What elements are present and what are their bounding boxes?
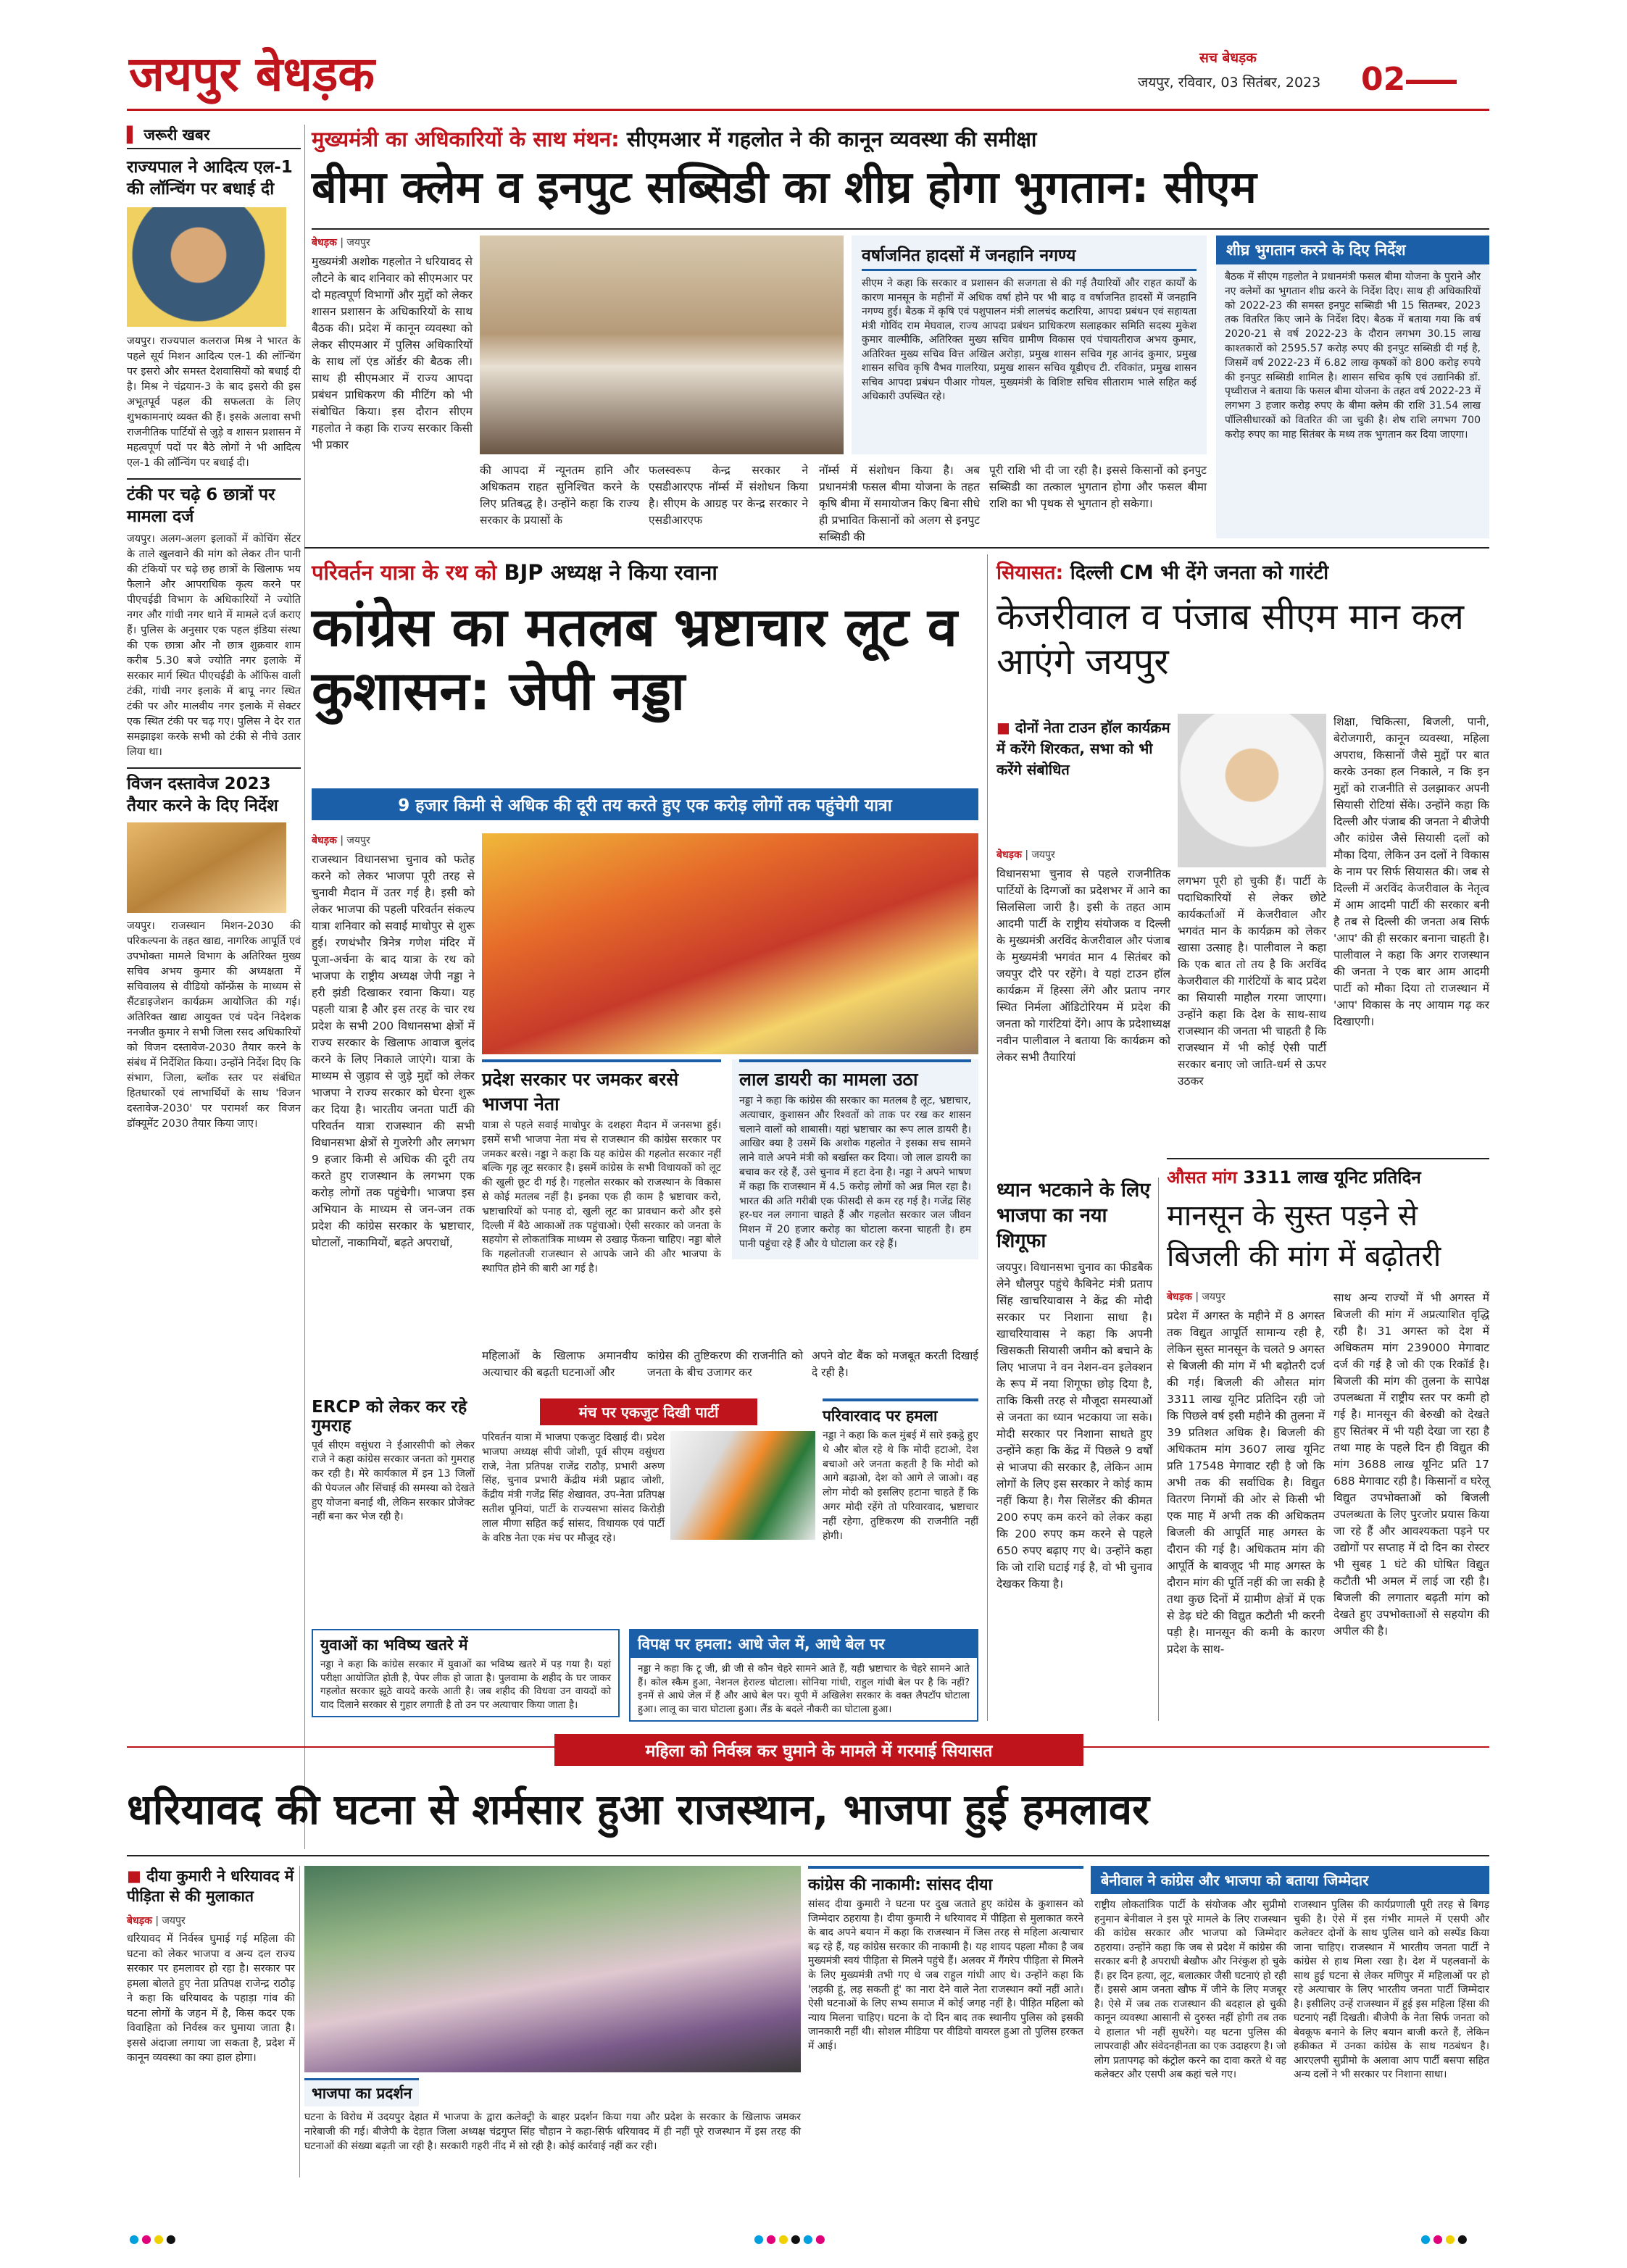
- ercp-title: ERCP को लेकर कर रहे गुमराह: [312, 1398, 467, 1435]
- beniwal-box: [1091, 1866, 1489, 1894]
- banner: महिला को निर्वस्त्र कर घुमाने के मामले में गरमाई सियासत: [554, 1734, 1083, 1766]
- bjp-leaders-title: प्रदेश सरकार पर जमकर बरसे भाजपा नेता: [482, 1059, 721, 1119]
- opposition-box: [629, 1629, 978, 1722]
- bjp-protest-title: भाजपा का प्रदर्शन: [304, 2078, 419, 2106]
- sidebar-story-3-text: जयपुर। राजस्थान मिशन-2030 की परिकल्पना के तहत खाद्य, नागरिक आपूर्ति एवं उपभोक्ता मामले विभाग के अतिरिक्त मुख्य सचिव अभय कुमार की अध्यक्षता में सचिवालय से वीडियो कॉन्फ्रेंस के माध्यम से सैंटडाइजेशन कार्यक्रम आयोजित की गई। अतिरिक्त खाद्य आयुक्त एवं पदेन निदेशक ननजीत कुमार ने सभी जिला रसद अधिकारियों को विजन दस्तावेज-2030 तैयार करने के संबंध में निर्देशित किया। उन्होंने निर्देश दिए कि संभाग, जिला, ब्लॉक स्तर पर संबंधित हितधारकों एवं लाभार्थियों के साथ 'विजन दस्तावेज-2030' पर परामर्श कर विजन डॉक्यूमेंट 2030 तैयार किया जाए।: [127, 920, 301, 1130]
- opposition-title: विपक्ष पर हमला: आधे जेल में, आधे बेल पर: [631, 1630, 977, 1658]
- kejriwal-sub: ■ दोनों नेता टाउन हॉल कार्यक्रम में करेंगे शिरकत, सभा को भी करेंगे संबोधित: [996, 719, 1170, 778]
- youth-box: [312, 1629, 620, 1717]
- beniwal-col-a: राष्ट्रीय लोकतांत्रिक पार्टी के संयोजक और सुप्रीमो हनुमान बेनीवाल ने इस पूरे मामले के लिए राजस्थान की कांग्रेस सरकार और भाजपा को जिम्मेदार ठहराया। उन्होंने कहा कि जब से प्रदेश में कांग्रेस की सरकार बनी है अपराधी बेखौफ और निरंकुश हो चुके हैं। हर दिन हत्या, लूट, बलात्कार जैसी घटनाएं हो रही हैं। इससे आम जनता खौफ में जीने के लिए मजबूर है। ऐसे में जब तक राजस्थान की बदहाल हो चुकी कानून व्यवस्था आसानी से दुरुस्त नहीं होगी तब तक ये हालात भी नहीं सुधरेंगे। यह घटना पुलिस की लापरवाही और संवेदनहीनता का एक उदाहरण है। जो लोग प्रतापगढ़ को कंट्रोल करने का दावा करते थे वह कलेक्टर और एसपी अब कहां चले गए।: [1094, 1899, 1286, 2080]
- lead-body-col1: बेधड़क | जयपुर मुख्यमंत्री अशोक गहलोत ने धरियावद से लौटने के बाद शनिवार को सीएमआर पर दो महत्वपूर्ण विभागों और मुद्दों को लेकर शासन प्रशासन के अधिकारियों के साथ बैठक की। प्रदेश में कानून व्यवस्था को लेकर सीएमआर में पुलिस अधिकारियों के साथ लॉ एंड ऑर्डर की बैठक ली। साथ ही सीएमआर में राज्य आपदा प्रबंधन प्राधिकरण की मीटिंग को भी संबोधित किया। इस दौरान सीएम गहलोत ने कहा कि राज्य सरकार किसी भी प्रकार: [312, 237, 473, 451]
- nadda-rally-photo: [482, 833, 978, 1054]
- bijli-kicker: औसत मांग 3311 लाख यूनिट प्रतिदिन: [1167, 1167, 1421, 1188]
- dynasty-box: [823, 1398, 978, 1543]
- governor-photo: [127, 207, 286, 327]
- paliwal-photo: [1178, 714, 1326, 867]
- kejriwal-body-col-b: लगभग पूरी हो चुकी हैं। पार्टी के पदाधिकारियों से लेकर छोटे कार्यकर्ताओं में केजरीवाल और भगवंत मान के कार्यक्रम को लेकर खासा उत्साह है। पालीवाल ने कहा कि एक बात तो तय है कि अरविंद केजरीवाल की गारंटियों के बाद प्रदेश का सियासी माहौल गरमा जाएगा। उन्होंने कहा कि देश के साथ-साथ राजस्थान की जनता भी चाहती है कि राजस्थान में भी कोई ऐसी पार्टी सरकार बनाए जो जाति-धर्म से ऊपर उठकर: [1178, 875, 1326, 1088]
- sidebar-story-2-title: टंकी पर चढ़े 6 छात्रों पर मामला दर्ज: [127, 485, 275, 526]
- center-divider: [987, 554, 988, 1721]
- lead-rule: [312, 228, 1489, 230]
- diya-text: धरियावद में निर्वस्त्र घुमाई गई महिला की घटना को लेकर भाजपा व अन्य दल राज्य सरकार पर हमलावर हो रहा है। सरकार पर हमला बोलते हुए नेता प्रतिपक्ष राजेन्द्र राठौड़ ने कहा कि धरियावद के पहाड़ा गांव की घटना लोगों के जहन में है, किस कदर एक विवाहिता को निर्वस्त्र कर घुमाया जाता है। इससे अंदाजा लगाया जा सकता है, प्रदेश में कानून व्यवस्था का क्या हाल होगा।: [127, 1933, 295, 2064]
- red-diary-title: लाल डायरी का मामला उठा: [739, 1059, 971, 1094]
- nadda-row-c: अपने वोट बैंक को मजबूत करती दिखाई दे रही है।: [812, 1349, 978, 1379]
- stage-photo: [670, 1431, 815, 1540]
- lead-body-col5: पूरी राशि भी दी जा रही है। इससे किसानों को इनपुट सब्सिडी का तत्काल भुगतान होगा और फसल बीमा राशि का भी पृथक से भुगतान हो सकेगा।: [989, 464, 1207, 510]
- opposition-text: नड्डा ने कहा कि टू जी, थ्री जी से कौन चेहरे सामने आते हैं, यही भ्रष्टाचार के चेहरे सामने आते हैं। कोल स्कैम हुआ, नेशनल हेराल्ड घोटाला। सोनिया गांधी, राहुल गांधी बेल पर है कि नहीं? इनमें से आधे जेल में हैं और आधे बेल पर। यूपी में अखिलेश सरकार के वक्त लैपटॉप घोटाला हुआ। लालू का चारा घोटाला हुआ। लैंड के बदले नौकरी का घोटाला हुआ।: [638, 1663, 970, 1715]
- bjp-protest-text: घटना के विरोध में उदयपुर देहात में भाजपा के द्वारा कलेक्ट्री के बाहर प्रदर्शन किया गया और प्रदेश के सरकार के खिलाफ जमकर नारेबाजी की गई। बीजेपी के देहात जिला अध्यक्ष चंद्रगुप्त सिंह चौहान ने कहा-सिर्फ धरियावद में ही नहीं पूरे राजस्थान में इस तरह की घटनाओं की संख्या बढ़ती जा रही है। सरकारी गहरी नींद में सो रही है। कोई कार्रवाई नहीं कर रही।: [304, 2111, 801, 2152]
- kejriwal-kicker: सियासत: दिल्ली CM भी देंगे जनता को गारंटी: [996, 562, 1329, 584]
- sansad-title: कांग्रेस की नाकामी: सांसद दीया: [808, 1866, 1083, 1898]
- cm-meeting-photo: [480, 235, 844, 454]
- nadda-headline: कांग्रेस का मतलब भ्रष्टाचार लूट व कुशासन: जेपी नड्डा: [312, 596, 957, 722]
- dharyawad-visit-photo: [304, 1866, 801, 2072]
- masthead-rule: [127, 109, 1489, 111]
- nadda-row-a: महिलाओं के खिलाफ अमानवीय अत्याचार की बढ़ती घटनाओं और: [482, 1349, 638, 1379]
- bottom-headline: धरियावद की घटना से शर्मसार हुआ राजस्थान, भाजपा हुई हमलावर: [127, 1785, 1149, 1834]
- bijli-body-col-a: बेधड़क | जयपुर प्रदेश में अगस्त के महीने में 8 अगस्त तक विद्युत आपूर्ति सामान्य रही है, लेकिन सुस्त मानसून के चलते 9 अगस्त से बिजली की मांग में भी बढ़ोतरी दर्ज की गई। बिजली की औसत मांग 3311 लाख यूनिट प्रतिदिन रही जो कि पिछले वर्ष इसी महीने की तुलना में 39 प्रतिशत अधिक है। बिजली की अधिकतम मांग 3607 लाख यूनिट प्रति 17548 मेगावाट रही है जो कि अभी तक की सर्वाधिक है। विद्युत वितरण निगमों की ओर से किसी भी एक माह में अभी तक की अधिकतम बिजली की आपूर्ति माह अगस्त के दौरान की गई है। अधिकतम मांग की आपूर्ति के बावजूद भी माह अगस्त के दौरान मांग की पूर्ति नहीं की जा सकी है तथा कुछ दिनों में ग्रामीण क्षेत्रों में एक से डेढ़ घंटे की विद्युत कटौती भी करनी पड़ी है। मानसून की कमी के कारण प्रदेश के साथ-: [1167, 1291, 1325, 1656]
- dynasty-text: नड्डा ने कहा कि कल मुंबई में सारे इकट्ठे हुए थे और बोल रहे थे कि मोदी हटाओ, देश बचाओ अरे जनता कहती है कि मोदी को आगे बढ़ाओ, देश को आगे ले जाओ। वह लोग मोदी को इसलिए हटाना चाहते हैं कि अगर मोदी रहेंगे तो परिवारवाद, भ्रष्टाचार नहीं रहेगा, तुष्टिकरण की राजनीति नहीं होगी।: [823, 1430, 978, 1542]
- masthead-dateline: जयपुर, रविवार, 03 सितंबर, 2023: [1138, 75, 1321, 91]
- bjp-leaders-text: यात्रा से पहले सवाई माधोपुर के दशहरा मैदान में जनसभा हुई। इसमें सभी भाजपा नेता मंच से राजस्थान की कांग्रेस सरकार पर जमकर बरसे। नड्डा ने कहा कि यह कांग्रेस की गहलोत सरकार नहीं बल्कि गृह लूट सरकार है। इसमें कांग्रेस के सभी विधायकों को लूट की खुली छूट दी गई है। गहलोत सरकार को राजस्थान के विकास से कोई मतलब नहीं है। इनका एक ही काम है भ्रष्टाचार करो, भ्रष्टाचारियों को पनाह दो, खुली लूट का प्रावधान करो और इसे दिल्ली में बैठे आकाओं तक पहुंचाओ। ऐसी सरकार को जनता के सहयोग से लोकतांत्रिक माध्यम से उखाड़ फेंकना चाहिए। नड्डा बोले कि गहलोतजी राजस्थान से आपके जाने की और भाजपा के स्थापित होने की बारी आ गई है।: [482, 1120, 721, 1275]
- sidebar-divider: [304, 125, 305, 1849]
- unity-text: परिवर्तन यात्रा में भाजपा एकजुट दिखाई दी। प्रदेश भाजपा अध्यक्ष सीपी जोशी, पूर्व सीएम वसुंधरा राजे, नेता प्रतिपक्ष राजेंद्र राठौड़, प्रभारी अरुण सिंह, चुनाव प्रभारी केंद्रीय मंत्री प्रह्लाद जोशी, केंद्रीय मंत्री गजेंद्र सिंह शेखावत, उप-नेता प्रतिपक्ष सतीश पूनियां, पार्टी के राज्यसभा सांसद किरोड़ी लाल मीणा सहित कई सांसद, विधायक एवं पार्टी के वरिष्ठ नेता एक मंच पर मौजूद रहे।: [482, 1432, 665, 1544]
- unity-box: [482, 1398, 815, 1546]
- kejriwal-body-right: शिक्षा, चिकित्सा, बिजली, पानी, बेरोजगारी, कानून व्यवस्था, महिला अपराध, किसानों जैसे मुद्दों पर बात करके उनका हल निकाले, न कि इन मुद्दों को राजनीति से उलझाकर अपनी सियासी रोटियां सेंके। उन्होंने कहा कि दिल्ली और पंजाब की जनता ने बीजेपी और कांग्रेस जैसे सियासी दलों को मौका दिया, लेकिन उन दलों ने विकास के नाम पर सिर्फ सियासत की। जब से दिल्ली में अरविंद केजरीवाल के नेतृत्व में आम आदमी पार्टी की सरकार बनी है तब से दिल्ली की जनता अब सिर्फ 'आप' की ही सरकार बनाना चाहती है। पालीवाल ने कहा कि अगर राजस्थान की जनता ने एक बार आम आदमी पार्टी को मौका दिया तो राजस्थान में 'आप' विकास के नए आयाम गढ़ कर दिखाएगी।: [1333, 715, 1489, 1028]
- nadda-kicker: परिवर्तन यात्रा के रथ को BJP अध्यक्ष ने किया रवाना: [312, 560, 717, 585]
- payment-box-title: शीघ्र भुगतान करने के दिए निर्देश: [1216, 235, 1489, 264]
- sansad-text: सांसद दीया कुमारी ने घटना पर दुख जताते हुए कांग्रेस के कुशासन को जिम्मेदार ठहराया है। दीया कुमारी ने धरियावद में पीड़िता से मुलाकात करने के बाद अपने बयान में कहा कि राजस्थान में जिस तरह से महिला अत्याचार बढ़ रहे हैं, यह कांग्रेस सरकार की नाकामी है। यह शायद पहला मौका है जब मुख्यमंत्री स्वयं पीड़िता से मिलने पहुंचे हैं। अलवर में गैंगरेप पीड़िता से मिलने के लिए मुख्यमंत्री तभी गए थे जब राहुल गांधी आए थे। उन्होंने कहा कि 'लड़की हूं, लड़ सकती हूं' का नारा देने वाले नेता राजस्थान क्यों नहीं आते। ऐसी घटनाओं के लिए सभ्य समाज में कोई जगह नहीं है। पीड़ित महिला को न्याय मिलना चाहिए। घटना के दो दिन बाद तक स्थानीय पुलिस को इसकी जानकारी नहीं थी। सोशल मीडिया पर वीडियो वायरल हुआ तो पुलिस हरकत में आई।: [808, 1898, 1083, 2052]
- youth-text: नड्डा ने कहा कि कांग्रेस सरकार में युवाओं का भविष्य खतरे में पड़ गया है। यहां परीक्षा आयोजित होती है, पेपर लीक हो जाता है। पुलवामा के शहीद के घर जाकर गहलोत सरकार झूठे वायदे करके आती है। जब शहीद की विधवा उन वायदों को याद दिलाने सरकार से गुहार लगाती है तो उन पर अत्याचार किया जाता है।: [320, 1659, 611, 1711]
- page-number: 02: [1361, 61, 1406, 98]
- bjp-leaders-box: [482, 1059, 721, 1277]
- lead-bottom-rule: [304, 547, 1489, 549]
- red-diary-box: [732, 1059, 978, 1259]
- bijli-headline: मानसून के सुस्त पड़ने से बिजली की मांग में बढ़ोतरी: [1167, 1199, 1441, 1273]
- lead-kicker: मुख्यमंत्री का अधिकारियों के साथ मंथन: सीएमआर में गहलोत ने की कानून व्यवस्था की समीक्षा: [312, 127, 1037, 151]
- sidebar-story-1-title: राज्यपाल ने आदित्य एल-1 की लॉन्चिंग पर बधाई दी: [127, 158, 293, 199]
- ercp-box: [312, 1398, 475, 1525]
- lead-body-col4: नॉर्म्स में संशोधन किया है। अब प्रधानमंत्री फसल बीमा योजना के तहत कृषि बीमा में समायोजन किए बिना सीधे ही प्रभावित किसानों को अलग से इनपुट सब्सिडी की: [819, 464, 980, 543]
- lead-body-col3: फलस्वरूप केन्द्र सरकार ने एसडीआरएफ नॉर्म्स में संशोधन किया है। सीएम के आग्रह पर केन्द्र सरकार ने एसडीआरएफ: [649, 464, 808, 527]
- sansad-box: [808, 1866, 1083, 2054]
- bjp-protest-box: [304, 2078, 801, 2154]
- beniwal-col-b: राजस्थान पुलिस की कार्यप्रणाली पूरी तरह से बिगड़ चुकी है। ऐसे में इस गंभीर मामले में एसपी और कलेक्टर दोनों के साथ पुलिस थाने को सस्पेंड किया जाना चाहिए। राजस्थान में भारतीय जनता पार्टी ने कांग्रेस से हाथ मिला रखा है। देश में पहलवानों के साथ हुई घटना से लेकर मणिपुर में महिलाओं पर हो रहे अत्याचार के लिए भारतीय जनता पार्टी जिम्मेदार है। इसीलिए उन्हें राजस्थान में हुई इस महिला हिंसा की घटनाएं नहीं दिखती। बीजेपी के नेता सिर्फ जनता को बेवकूफ बनाने के लिए बयान बाजी करते हैं, लेकिन हकीकत में उनका कांग्रेस के साथ गठबंधन है। आरएलपी सुप्रीमो के अलावा आप पार्टी बसपा सहित अन्य दलों ने भी सरकार पर निशाना साधा।: [1294, 1899, 1489, 2080]
- red-diary-text: नड्डा ने कहा कि कांग्रेस की सरकार का मतलब है लूट, भ्रष्टाचार, अत्याचार, कुशासन और रिश्वतों को ताक पर रख कर शासन चलाने वालों को शाबासी। यहां भ्रष्टाचार का रूप लाल डायरी है। आखिर क्या है उसमें कि अशोक गहलोत ने इसका सच सामने लाने वाले अपने मंत्री को बर्खास्त कर दिया। जो लाल डायरी का बचाव कर रहे हैं, उसे चुनाव में हटा देना है। नड्डा ने अपने भाषण में कहा कि राजस्थान में 4.5 करोड़ लोगों को अन्न मिल रहा है। भारत की अति गरीबी एक फीसदी से कम रह गई है। गजेंद्र सिंह हर-घर नल लगाना चाहते हैं और गहलोत सरकार जल जीवन मिशन में 20 हजार करोड़ का घोटाला करना चाहती है। हम पानी पहुंचा रहे हैं और ये घोटाला कर रहे हैं।: [739, 1095, 971, 1250]
- ercp-text: पूर्व सीएम वसुंधरा ने ईआरसीपी को लेकर राजे ने कहा कांग्रेस सरकार जनता को गुमराह कर रही है। मेरे कार्यकाल में इन 13 जिलों की पेयजल और सिंचाई की समस्या को देखते हुए योजना बनाई थी, लेकिन सरकार प्रोजेक्ट नहीं बना कर भेज रही है।: [312, 1439, 475, 1523]
- disaster-box-text: सीएम ने कहा कि सरकार व प्रशासन की सजगता से की गई तैयारियों और राहत कार्यों के कारण मानसून के महीनों में अधिक वर्षा होने पर भी बाढ़ व वर्षाजनित हादसों में जनहानि नगण्य हुई। बैठक में कृषि एवं पशुपालन मंत्री लालचंद कटारिया, आपदा प्रबंधन एवं सहायता मंत्री गोविंद राम मेघवाल, राज्य आपदा प्रबंधन प्राधिकरण सलाहकार समिति सदस्य मुकेश कुमार वाल्मीकि, अतिरिक्त मुख्य सचिव ग्रामीण विकास एवं पंचायतीराज अभय कुमार, अतिरिक्त मुख्य सचिव वित्त अखिल अरोड़ा, प्रमुख शासन सचिव गृह आनंद कुमार, प्रमुख शासन सचिव कृषि वैभव गालरिया, प्रमुख शासन सचिव यूडीएच टी. रविकांत, प्रमुख शासन सचिव आपदा प्रबंधन पीआर गोयल, मुख्यमंत्री के विशिष्ट सचिव सीताराम भाले सहित कई अधिकारी उपस्थित रहे।: [862, 278, 1197, 402]
- payment-box: [1216, 235, 1489, 538]
- sidebar-story-2-text: जयपुर। अलग-अलग इलाकों में कोचिंग सेंटर के ताले खुलवाने की मांग को लेकर तीन पानी की टंकियों पर चढ़े छह छात्रों के खिलाफ भय फैलाने और आपराधिक कृत्य करने पर पीएचईडी विभाग के अधिकारियों ने ज्योति नगर और गांधी नगर थाने में मामले दर्ज कराए हैं। पुलिस के अनुसार एक पहल इंडिया संस्था की एक छात्रा और नौ छात्र शुक्रवार शाम करीब 5.30 बजे ज्योति नगर इलाके में सरकार मार्ग स्थित पीएचईडी के ऑफिस वाली टंकी, गांधी नगर इलाके में बापू नगर स्थित टंकी पर और मालवीय नगर इलाके में सेक्टर एक स्थित टंकी पर चढ़ गए। पुलिस ने देर रात समझाइश करके सभी को टंकी से नीचे उतार लिया था।: [127, 533, 301, 758]
- diya-title: ■ दीया कुमारी ने धरियावद में पीड़िता से की मुलाकात: [127, 1867, 294, 1905]
- print-color-marks-left: ●●●●: [129, 2232, 178, 2246]
- beniwal-title: बेनीवाल ने कांग्रेस और भाजपा को बताया जिम्मेदार: [1091, 1866, 1489, 1894]
- nadda-row-b: कांग्रेस की तुष्टिकरण की राजनीति को जनता के बीच उजागर कर: [647, 1349, 803, 1379]
- nadda-body-col1: बेधड़क | जयपुर राजस्थान विधानसभा चुनाव को फतेह करने को लेकर भाजपा पूरी तरह से चुनावी मैदान में उतर गई है। इसी को लेकर भाजपा की पहली परिवर्तन संकल्प यात्रा शनिवार को सवाई माधोपुर से शुरू हुई। रणथंभौर त्रिनेत्र गणेश मंदिर में पूजा-अर्चना के बाद यात्रा के रथ को भाजपा के राष्ट्रीय अध्यक्ष जेपी नड्डा ने हरी झंडी दिखाकर रवाना किया। यह पहली यात्रा है और इस तरह के चार रथ प्रदेश के सभी 200 विधानसभा क्षेत्रों में राज्य सरकार के खिलाफ आवाज बुलंद करने के लिए निकाले जाएंगे। यात्रा के माध्यम से जुड़ाव से जुड़े मुद्दों को लेकर भाजपा ने राज्य सरकार को घेरना शुरू कर दिया है। भारतीय जनता पार्टी की परिवर्तन यात्रा राजस्थान की सभी विधानसभा क्षेत्रों से गुजरेगी और लगभग 9 हजार किमी से अधिक की दूरी तय करते हुए राजस्थान के लगभग एक करोड़ लोगों तक पहुंचेगी। भाजपा इस अभियान के माध्यम से जन-जन तक प्रदेश की कांग्रेस सरकार के भ्रष्टाचार, घोटालों, नाकामियों, बढ़ते अपराधों,: [312, 835, 475, 1249]
- sidebar: [127, 125, 301, 1132]
- kejriwal-headline: केजरीवाल व पंजाब सीएम मान कल आएंगे जयपुर: [996, 596, 1465, 683]
- bottom-rule: [127, 1855, 1489, 1856]
- lead-body-col2: की आपदा में न्यूनतम हानि और अधिकतम राहत सुनिश्चित करने के लिए प्रतिबद्ध है। उन्होंने कहा कि राज्य सरकार के प्रयासों के: [480, 464, 639, 527]
- dhyan-text: जयपुर। विधानसभा चुनाव का फीडबैक लेने धौलपुर पहुंचे कैबिनेट मंत्री प्रताप सिंह खाचरियावास ने केंद्र की मोदी सरकार पर निशाना साधा है। खाचरियावास ने कहा कि अपनी खिसकती सियासी जमीन को बचाने के लिए भाजपा ने वन नेशन-वन इलेक्शन के रूप में नया शिगूफा छोड़ दिया है, ताकि किसी तरह से मौजूदा समस्याओं से जनता का ध्यान भटकाया जा सके। मोदी सरकार पर निशाना साधते हुए उन्होंने कहा कि केंद्र में पिछले 9 वर्षों से भाजपा की सरकार है, लेकिन आम लोगों के लिए इस सरकार ने कोई काम नहीं किया है। गैस सिलेंडर की कीमत 200 रुपए कम करने को लेकर कहा कि 200 रुपए कम करने से पहले 650 रुपए बढ़ाए गए थे। उन्होंने कहा कि जो राशि घटाई गई है, वो भी चुनाव देखकर किया है।: [996, 1261, 1152, 1590]
- pen-nib-icon: [1406, 80, 1457, 84]
- masthead-title: जयपुर बेधड़क: [129, 46, 375, 102]
- dynasty-title: परिवारवाद पर हमला: [823, 1398, 978, 1429]
- kejriwal-body-col-a: बेधड़क | जयपुर विधानसभा चुनाव से पहले राजनीतिक पार्टियों के दिग्गजों का प्रदेशभर में आने का सिलसिला जारी है। इसी के तहत आम आदमी पार्टी के राष्ट्रीय संयोजक व दिल्ली के मुख्यमंत्री अरविंद केजरीवाल और पंजाब के मुख्यमंत्री भगवंत मान 4 सितंबर को जयपुर दौरे पर रहेंगे। वे यहां टाउन हॉल कार्यक्रम में हिस्सा लेंगे और प्रताप नगर स्थित निर्मला ऑडिटोरियम में प्रदेश की जनता को गारंटियां देंगे। आप के प्रदेशाध्यक्ष नवीन पालीवाल ने बताया कि कार्यक्रम को लेकर सभी तैयारियां: [996, 849, 1170, 1064]
- sidebar-story-1-text: जयपुर। राज्यपाल कलराज मिश्र ने भारत के पहले सूर्य मिशन आदित्य एल-1 की लॉन्चिंग पर इसरो और समस्त देशवासियों को बधाई दी है। मिश्र ने चंद्रयान-3 के बाद इसरो की इस अभूतपूर्व पहल की सफलता के लिए शुभकामनाएं व्यक्त की हैं। इसके अलावा सभी राजनीतिक पार्टियों से जुड़े व शासन प्रशासन में महत्वपूर्ण पदों पर बैठे लोगों ने भी आदित्य एल-1 की लॉन्चिंग पर बधाई दी।: [127, 335, 301, 469]
- disaster-box-title: वर्षाजनित हादसों में जनहानि नगण्य: [862, 243, 1197, 271]
- bijli-body-col-b: साथ अन्य राज्यों में भी अगस्त में बिजली की मांग में अप्रत्याशित वृद्धि रही है। 31 अगस्त को देश में अधिकतम मांग 239000 मेगावाट दर्ज की गई है जो की एक रिकॉर्ड है। बिजली की मांग की तुलना के सापेक्ष उपलब्धता में राष्ट्रीय स्तर पर कमी हो गई है। मानसून की बेरुखी को देखते हुए सितंबर में भी यही देखा जा रहा है तथा माह के पहले दिन ही विद्युत की मांग 3688 लाख यूनिट प्रति 17 688 मेगावाट रही है। किसानों व घरेलू विद्युत उपभोक्ताओं को बिजली उपलब्धता के लिए पुरजोर प्रयास किया जा रहे हैं और आवश्यकता पड़ने पर उद्योगों पर सप्ताह में दो दिन का रोस्टर भी सुबह 1 घंटे की घोषित विद्युत कटौती भी अमल में लाई जा रही है। बिजली की लगातार बढ़ती मांग को देखते हुए उपभोक्ताओं से सहयोग की अपील की है।: [1333, 1291, 1489, 1638]
- unity-title: मंच पर एकजुट दिखी पार्टी: [540, 1398, 757, 1425]
- print-color-marks-center: ●●●●●●: [754, 2232, 828, 2246]
- dhyan-story: [996, 1177, 1152, 1593]
- sidebar-story-3-title: विजन दस्तावेज 2023 तैयार करने के दिए निर्देश: [127, 775, 278, 815]
- bottom-divider-1: [299, 1866, 300, 2177]
- youth-title: युवाओं का भविष्य खतरे में: [320, 1636, 468, 1654]
- yatra-bar: 9 हजार किमी से अधिक की दूरी तय करते हुए एक करोड़ लोगों तक पहुंचेगी यात्रा: [312, 788, 978, 820]
- bijli-top-rule: [1167, 1158, 1489, 1159]
- lead-headline: बीमा क्लेम व इनपुट सब्सिडी का शीघ्र होगा भुगतान: सीएम: [312, 162, 1257, 213]
- diya-story: ■ दीया कुमारी ने धरियावद में पीड़िता से की मुलाकात बेधड़क | जयपुर धरियावद में निर्वस्त्र घुमाई गई महिला की घटना को लेकर भाजपा व अन्य दल राज्य सरकार पर हमलावर हो रहा है। सरकार पर हमला बोलते हुए नेता प्रतिपक्ष राजेन्द्र राठौड़ ने कहा कि धरियावद के पहाड़ा गांव की घटना लोगों के जहन में है, किस कदर एक विवाहिता को निर्वस्त्र कर घुमाया जाता है। इससे अंदाजा लगाया जा सकता है, प्रदेश में कानून व्यवस्था का क्या हाल होगा।: [127, 1866, 295, 2066]
- sidebar-label: ▌ जरूरी खबर: [127, 125, 301, 149]
- disaster-box: [852, 235, 1207, 454]
- dhyan-divider: [1158, 1177, 1159, 1721]
- print-color-marks-right: ●●●●: [1420, 2232, 1470, 2246]
- dhyan-title: ध्यान भटकाने के लिए भाजपा का नया शिगूफा: [996, 1179, 1151, 1252]
- payment-box-text: बैठक में सीएम गहलोत ने प्रधानमंत्री फसल बीमा योजना के पुराने और नए क्लेमों का भुगतान शीघ्र करने के निर्देश दिए। साथ ही अधिकारियों को 2022-23 की समस्त इनपुट सब्सिडी भी 15 सितम्बर, 2023 तक वितरित किए जाने के निर्देश दिए। बैठक में बताया गया कि वर्ष 2020-21 से वर्ष 2022-23 के दौरान लगभग 30.15 लाख काश्तकारों को 2595.57 करोड़ रुपए की इनपुट सब्सिडी दी गई है, जिसमें वर्ष 2022-23 में 6.82 लाख कृषकों को 800 करोड़ रुपये की इनपुट सब्सिडी शामिल है। शासन सचिव कृषि एवं उद्यानिकी डॉ. पृथ्वीराज ने बताया कि फसल बीमा योजना के तहत वर्ष 2022-23 में लगभग 3 हजार करोड़ रुपए के बीमा क्लेम की राशि 31.54 लाख पॉलिसीधारकों को वितरित की जा चुकी है। शेष राशि लगभग 700 करोड़ रुपए का माह सितंबर के मध्य तक भुगतान कर दिया जाएगा।: [1225, 271, 1481, 441]
- masthead-tagline: सच बेधड़क: [1199, 50, 1257, 66]
- vision-doc-photo: [127, 822, 286, 913]
